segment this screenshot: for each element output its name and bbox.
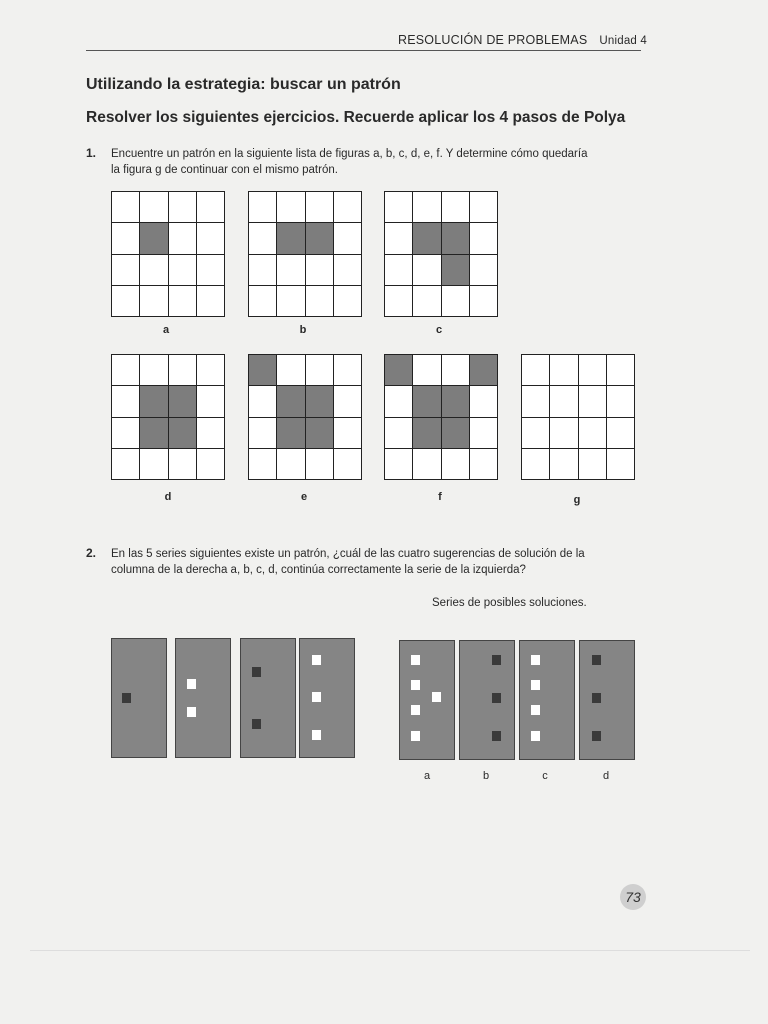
grid-cell (334, 255, 361, 285)
solution-card-d (579, 640, 635, 760)
series-card-4 (299, 638, 355, 758)
grid-cell (470, 286, 497, 316)
grid-cell (607, 355, 634, 385)
grid-cell (522, 355, 549, 385)
grid-cell (550, 418, 577, 448)
shaded-cell (413, 418, 440, 448)
grid-cell (550, 386, 577, 416)
grid-cell (140, 286, 167, 316)
grid-cell (550, 355, 577, 385)
header-rule (86, 50, 641, 51)
shaded-cell (169, 418, 196, 448)
grid-cell (249, 386, 276, 416)
shaded-cell (442, 418, 469, 448)
grid-cell (413, 255, 440, 285)
dark-square (592, 693, 601, 703)
white-square (312, 730, 321, 740)
dark-square (252, 719, 261, 729)
shaded-cell (306, 418, 333, 448)
grid-cell (112, 255, 139, 285)
solution-card-a (399, 640, 455, 760)
grid-cell (197, 255, 224, 285)
shaded-cell (140, 223, 167, 253)
shaded-cell (442, 386, 469, 416)
grid-cell (112, 449, 139, 479)
grid-cell (385, 286, 412, 316)
solution-label-a: a (423, 770, 431, 782)
dark-square (122, 693, 131, 703)
grid-cell (442, 449, 469, 479)
white-square (187, 707, 196, 717)
grid-cell (470, 386, 497, 416)
white-square (312, 655, 321, 665)
figure-label-e: e (300, 491, 308, 503)
grid-cell (385, 192, 412, 222)
grid-cell (442, 286, 469, 316)
scan-edge (30, 950, 750, 951)
figure-g-grid (521, 354, 635, 480)
page-header (398, 33, 647, 47)
grid-cell (112, 223, 139, 253)
grid-cell (140, 192, 167, 222)
grid-cell (249, 223, 276, 253)
grid-cell (169, 255, 196, 285)
white-square (411, 705, 420, 715)
grid-cell (579, 386, 606, 416)
grid-cell (197, 355, 224, 385)
grid-cell (306, 355, 333, 385)
dark-square (252, 667, 261, 677)
shaded-cell (169, 386, 196, 416)
grid-cell (334, 192, 361, 222)
grid-cell (470, 223, 497, 253)
page-title: Utilizando la estrategia: buscar un patrón (86, 76, 401, 93)
grid-cell (470, 255, 497, 285)
grid-cell (413, 192, 440, 222)
solution-card-c (519, 640, 575, 760)
figure-label-a: a (162, 324, 170, 336)
solution-card-b (459, 640, 515, 760)
grid-cell (334, 223, 361, 253)
white-square (432, 692, 441, 702)
white-square (411, 680, 420, 690)
grid-cell (334, 286, 361, 316)
solutions-heading: Series de posibles soluciones. (432, 597, 587, 609)
q2-line1: En las 5 series siguientes existe un patrón, ¿cuál de las cuatro sugerencias de solución de la (111, 548, 585, 560)
grid-cell (385, 223, 412, 253)
solution-label-c: c (542, 770, 548, 782)
grid-cell (522, 386, 549, 416)
grid-cell (140, 355, 167, 385)
grid-cell (385, 386, 412, 416)
grid-cell (607, 386, 634, 416)
grid-cell (306, 192, 333, 222)
grid-cell (334, 418, 361, 448)
grid-cell (277, 286, 304, 316)
grid-cell (522, 449, 549, 479)
grid-cell (140, 449, 167, 479)
grid-cell (470, 449, 497, 479)
grid-cell (249, 418, 276, 448)
solution-label-b: b (482, 770, 490, 782)
shaded-cell (249, 355, 276, 385)
grid-cell (579, 449, 606, 479)
grid-cell (169, 449, 196, 479)
figure-label-c: c (435, 324, 443, 336)
grid-cell (306, 449, 333, 479)
shaded-cell (277, 418, 304, 448)
header-unit: Unidad 4 (599, 35, 648, 47)
grid-cell (607, 449, 634, 479)
shaded-cell (277, 386, 304, 416)
grid-cell (197, 223, 224, 253)
grid-cell (385, 418, 412, 448)
grid-cell (579, 355, 606, 385)
solution-label-d: d (602, 770, 610, 782)
shaded-cell (277, 223, 304, 253)
grid-cell (277, 192, 304, 222)
grid-cell (112, 192, 139, 222)
grid-cell (470, 192, 497, 222)
grid-cell (522, 418, 549, 448)
figure-d-grid (111, 354, 225, 480)
shaded-cell (140, 418, 167, 448)
dark-square (492, 731, 501, 741)
grid-cell (249, 286, 276, 316)
grid-cell (334, 449, 361, 479)
shaded-cell (413, 223, 440, 253)
header-section: RESOLUCIÓN DE PROBLEMAS (398, 33, 588, 47)
grid-cell (197, 449, 224, 479)
grid-cell (277, 449, 304, 479)
dark-square (592, 655, 601, 665)
grid-cell (442, 192, 469, 222)
grid-cell (169, 223, 196, 253)
grid-cell (306, 286, 333, 316)
shaded-cell (442, 223, 469, 253)
grid-cell (334, 386, 361, 416)
grid-cell (112, 418, 139, 448)
grid-cell (413, 355, 440, 385)
figure-f-grid (384, 354, 498, 480)
grid-cell (413, 286, 440, 316)
grid-cell (607, 418, 634, 448)
grid-cell (197, 286, 224, 316)
figure-label-b: b (299, 324, 307, 336)
grid-cell (579, 418, 606, 448)
white-square (411, 731, 420, 741)
figure-label-g: g (573, 494, 581, 506)
q2-line2: columna de la derecha a, b, c, d, continúa correctamente la serie de la izquierda? (111, 564, 526, 576)
figure-c-grid (384, 191, 498, 317)
grid-cell (249, 449, 276, 479)
white-square (531, 680, 540, 690)
grid-cell (112, 355, 139, 385)
q2-number: 2. (86, 546, 97, 560)
grid-cell (306, 255, 333, 285)
shaded-cell (306, 386, 333, 416)
figure-label-f: f (438, 491, 442, 503)
grid-cell (197, 418, 224, 448)
page-subtitle: Resolver los siguientes ejercicios. Recuerde aplicar los 4 pasos de Polya (86, 109, 626, 126)
grid-cell (140, 255, 167, 285)
white-square (312, 692, 321, 702)
grid-cell (169, 355, 196, 385)
figure-b-grid (248, 191, 362, 317)
grid-cell (169, 192, 196, 222)
grid-cell (112, 286, 139, 316)
q1-number: 1. (86, 146, 97, 160)
shaded-cell (442, 255, 469, 285)
white-square (531, 731, 540, 741)
figure-label-d: d (164, 491, 172, 503)
grid-cell (470, 418, 497, 448)
grid-cell (249, 255, 276, 285)
white-square (187, 679, 196, 689)
grid-cell (169, 286, 196, 316)
grid-cell (112, 386, 139, 416)
grid-cell (277, 355, 304, 385)
series-card-2 (175, 638, 231, 758)
q1-line2: la figura g de continuar con el mismo patrón. (111, 164, 338, 176)
grid-cell (442, 355, 469, 385)
grid-cell (550, 449, 577, 479)
series-card-1 (111, 638, 167, 758)
shaded-cell (470, 355, 497, 385)
grid-cell (249, 192, 276, 222)
grid-cell (334, 355, 361, 385)
dark-square (592, 731, 601, 741)
q1-line1: Encuentre un patrón en la siguiente lista de figuras a, b, c, d, e, f. Y determine cómo quedaría (111, 148, 588, 160)
grid-cell (385, 449, 412, 479)
figure-a-grid (111, 191, 225, 317)
dark-square (492, 655, 501, 665)
shaded-cell (413, 386, 440, 416)
white-square (531, 655, 540, 665)
figure-e-grid (248, 354, 362, 480)
grid-cell (385, 255, 412, 285)
grid-cell (413, 449, 440, 479)
white-square (531, 705, 540, 715)
grid-cell (197, 192, 224, 222)
page-number: 73 (620, 884, 646, 910)
shaded-cell (385, 355, 412, 385)
grid-cell (277, 255, 304, 285)
series-card-3 (240, 638, 296, 758)
white-square (411, 655, 420, 665)
grid-cell (197, 386, 224, 416)
dark-square (492, 693, 501, 703)
shaded-cell (140, 386, 167, 416)
shaded-cell (306, 223, 333, 253)
